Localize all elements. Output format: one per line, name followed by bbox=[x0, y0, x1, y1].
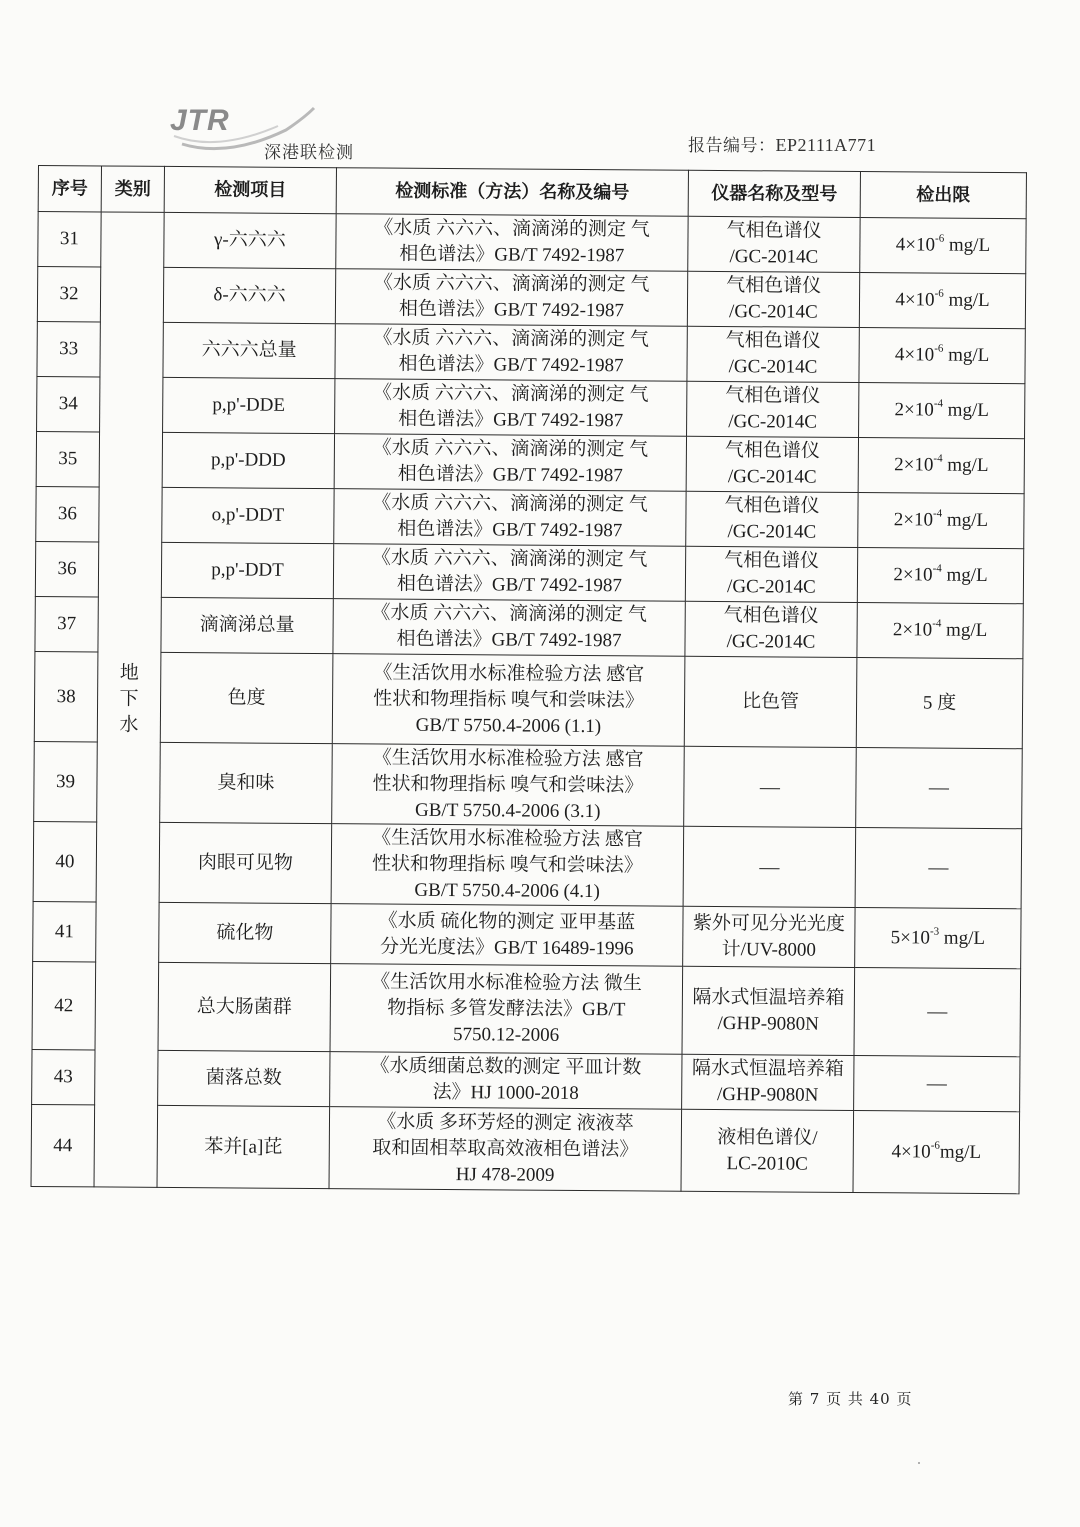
category-char: 下 bbox=[119, 688, 139, 710]
standard-line: 《生活饮用水标准检验方法 感官 bbox=[372, 826, 644, 850]
report-number bbox=[688, 131, 876, 156]
detection-limit bbox=[859, 383, 1025, 439]
instrument bbox=[683, 826, 856, 907]
standard-line: 相色谱法》GB/T 7492-1987 bbox=[397, 518, 623, 542]
standard-line: 《水质 硫化物的测定 亚甲基蓝 bbox=[378, 910, 636, 933]
row-number: 42 bbox=[32, 961, 96, 1049]
row-number: 37 bbox=[35, 596, 98, 651]
standard-line: 相色谱法》GB/T 7492-1987 bbox=[399, 243, 625, 267]
report-number-value: EP2111A771 bbox=[775, 135, 877, 155]
test-item: γ-六六六 bbox=[164, 212, 336, 268]
standard-line: 分光光度法》GB/T 16489-1996 bbox=[379, 936, 634, 959]
standard-line: GB/T 5750.4-2006 (4.1) bbox=[414, 879, 600, 902]
row-number: 39 bbox=[34, 741, 98, 821]
test-standard bbox=[331, 904, 683, 967]
instrument bbox=[687, 326, 859, 382]
instrument-line: 气相色谱仪 bbox=[724, 440, 820, 462]
instrument-line: /GC-2014C bbox=[727, 521, 817, 543]
row-number: 36 bbox=[36, 486, 99, 541]
limit-unit: mg/L bbox=[939, 1141, 982, 1163]
instrument-line: 隔水式恒温培养箱 bbox=[691, 1057, 844, 1080]
detection-limit bbox=[853, 1111, 1020, 1194]
standard-line: 相色谱法》GB/T 7492-1987 bbox=[398, 353, 624, 377]
header-category: 类别 bbox=[101, 166, 164, 212]
instrument bbox=[684, 746, 857, 827]
limit-text: — bbox=[927, 1000, 948, 1023]
detection-limit bbox=[854, 968, 1021, 1057]
instrument-line: /GC-2014C bbox=[729, 301, 818, 323]
standard-line: 法》HJ 1000-2018 bbox=[432, 1081, 579, 1104]
category-char: 水 bbox=[119, 714, 139, 736]
table-row bbox=[33, 821, 1022, 908]
standard-line: 相色谱法》GB/T 7492-1987 bbox=[398, 298, 625, 322]
standard-line: 性状和物理指标 嗅气和尝味法》 bbox=[373, 687, 645, 711]
limit-base: 4×10 bbox=[894, 344, 935, 366]
instrument-line: — bbox=[759, 775, 781, 798]
row-number: 31 bbox=[38, 212, 101, 267]
standard-line: 《水质 六六六、滴滴涕的测定 气 bbox=[373, 327, 650, 351]
limit-unit: mg/L bbox=[943, 289, 990, 311]
standard-line: 取和固相萃取高效液相色谱法》 bbox=[372, 1136, 639, 1160]
detection-limit bbox=[857, 548, 1023, 604]
instrument bbox=[685, 546, 857, 602]
table-row bbox=[34, 651, 1023, 748]
limit-exponent: -4 bbox=[932, 617, 942, 630]
standard-line: 相色谱法》GB/T 7492-1987 bbox=[398, 408, 624, 432]
limit-unit: mg/L bbox=[942, 509, 989, 531]
category-char: 地 bbox=[119, 662, 139, 684]
limit-exponent: -4 bbox=[933, 452, 943, 465]
test-standard bbox=[334, 434, 686, 492]
test-item: 滴滴涕总量 bbox=[161, 597, 333, 653]
table-row bbox=[32, 961, 1021, 1056]
company-logo bbox=[168, 92, 368, 162]
test-items-table bbox=[31, 165, 1027, 1194]
instrument-line: 紫外可见分光光度 bbox=[692, 912, 846, 935]
instrument-line: LC-2010C bbox=[726, 1152, 808, 1175]
detection-limit bbox=[858, 438, 1024, 494]
instrument bbox=[682, 966, 855, 1055]
instrument-line: 气相色谱仪 bbox=[726, 275, 822, 297]
standard-line: 《生活饮用水标准检验方法 感官 bbox=[373, 661, 645, 685]
standard-line: 性状和物理指标 嗅气和尝味法》 bbox=[372, 772, 644, 796]
instrument bbox=[686, 436, 858, 492]
header-standard: 检测标准（方法）名称及编号 bbox=[336, 168, 688, 217]
standard-line: 《水质 六六六、滴滴涕的测定 气 bbox=[372, 437, 649, 461]
instrument bbox=[682, 1054, 854, 1110]
table-row bbox=[32, 1049, 1020, 1111]
instrument-line: 隔水式恒温培养箱 bbox=[692, 986, 845, 1009]
report-number-label: 报告编号： bbox=[688, 136, 776, 156]
limit-base: 4×10 bbox=[891, 1140, 931, 1163]
limit-exponent: -6 bbox=[935, 232, 945, 245]
test-item: 六六六总量 bbox=[163, 322, 335, 378]
company-name: 深港联检测 bbox=[264, 143, 354, 163]
instrument bbox=[684, 656, 857, 747]
table-row bbox=[36, 486, 1024, 548]
detection-limit bbox=[855, 828, 1022, 909]
table-row bbox=[35, 541, 1023, 603]
limit-text: — bbox=[928, 856, 949, 879]
test-item: δ-六六六 bbox=[163, 267, 335, 323]
standard-line: 《水质 六六六、滴滴涕的测定 气 bbox=[373, 272, 650, 296]
detection-limit bbox=[858, 493, 1024, 549]
instrument-line: /GHP-9080N bbox=[717, 1012, 819, 1035]
test-standard bbox=[336, 214, 688, 272]
limit-exponent: -6 bbox=[930, 1139, 940, 1152]
limit-exponent: -6 bbox=[934, 342, 944, 355]
category-cell bbox=[94, 212, 164, 1187]
row-number: 38 bbox=[34, 651, 98, 741]
standard-line: 5750.12-2006 bbox=[453, 1023, 560, 1046]
row-number: 34 bbox=[37, 376, 100, 431]
standard-line: HJ 478-2009 bbox=[455, 1163, 555, 1186]
detection-limit bbox=[854, 1056, 1020, 1112]
test-item: 硫化物 bbox=[159, 902, 331, 963]
detection-limit bbox=[856, 658, 1023, 749]
standard-line: 《水质细菌总数的测定 平皿计数 bbox=[370, 1055, 642, 1079]
header-no: 序号 bbox=[38, 166, 101, 212]
standard-line: 相色谱法》GB/T 7492-1987 bbox=[396, 573, 623, 597]
table-row bbox=[37, 321, 1025, 383]
test-standard bbox=[332, 744, 685, 827]
header-limit: 检出限 bbox=[860, 172, 1026, 219]
instrument-line: 比色管 bbox=[741, 690, 800, 713]
table-row bbox=[36, 431, 1024, 493]
instrument-line: 气相色谱仪 bbox=[725, 385, 821, 407]
standard-line: 《水质 六六六、滴滴涕的测定 气 bbox=[371, 547, 648, 571]
limit-text: — bbox=[926, 1072, 947, 1095]
standard-line: 《生活饮用水标准检验方法 微生 bbox=[371, 970, 642, 994]
standard-line: 相色谱法》GB/T 7492-1987 bbox=[396, 628, 622, 652]
test-item: o,p'-DDT bbox=[162, 487, 334, 543]
test-item: 臭和味 bbox=[160, 742, 333, 823]
detection-limit bbox=[855, 908, 1021, 969]
instrument-line: /GC-2014C bbox=[727, 466, 817, 488]
standard-line: 《水质 六六六、滴滴涕的测定 气 bbox=[371, 602, 648, 626]
test-standard bbox=[332, 654, 685, 747]
instrument bbox=[687, 381, 859, 437]
limit-base: 2×10 bbox=[893, 509, 934, 531]
limit-text: — bbox=[928, 776, 950, 799]
limit-text: 5 度 bbox=[922, 692, 957, 714]
test-item: 菌落总数 bbox=[158, 1050, 330, 1106]
instrument-line: 液相色谱仪/ bbox=[717, 1126, 818, 1149]
instrument-line: /GC-2014C bbox=[726, 631, 816, 653]
standard-line: GB/T 5750.4-2006 (1.1) bbox=[415, 714, 602, 737]
limit-base: 2×10 bbox=[894, 454, 934, 476]
limit-base: 2×10 bbox=[893, 564, 933, 586]
row-number: 43 bbox=[32, 1049, 95, 1104]
row-number: 40 bbox=[33, 821, 97, 901]
table-row bbox=[34, 741, 1023, 828]
instrument-line: 气相色谱仪 bbox=[725, 330, 821, 352]
limit-base: 4×10 bbox=[895, 289, 935, 311]
standard-line: 《水质 多环芳烃的测定 液液萃 bbox=[377, 1111, 634, 1134]
page-number: 第 7 页 共 40 页 bbox=[788, 1390, 913, 1408]
row-number: 41 bbox=[33, 901, 96, 961]
standard-line: 性状和物理指标 嗅气和尝味法》 bbox=[371, 852, 643, 876]
header-instrument: 仪器名称及型号 bbox=[688, 170, 860, 217]
test-item: 苯并[a]芘 bbox=[157, 1105, 330, 1188]
limit-base: 5×10 bbox=[890, 926, 931, 949]
instrument-line: 气相色谱仪 bbox=[724, 550, 820, 572]
standard-line: 《水质 六六六、滴滴涕的测定 气 bbox=[372, 382, 649, 406]
test-item: 总大肠菌群 bbox=[158, 962, 331, 1051]
test-standard bbox=[334, 489, 686, 547]
test-standard bbox=[330, 1052, 682, 1110]
limit-exponent: -3 bbox=[929, 925, 940, 938]
test-item: p,p'-DDD bbox=[162, 432, 334, 488]
table-header-row bbox=[38, 166, 1026, 219]
instrument-line: /GC-2014C bbox=[727, 576, 816, 598]
test-standard bbox=[335, 379, 687, 437]
standard-line: 《水质 六六六、滴滴涕的测定 气 bbox=[372, 492, 648, 516]
scan-speck bbox=[918, 1462, 920, 1464]
limit-unit: mg/L bbox=[943, 344, 990, 366]
test-standard bbox=[333, 544, 685, 602]
svg-text:JTR: JTR bbox=[170, 104, 230, 137]
instrument bbox=[681, 1109, 854, 1192]
limit-base: 2×10 bbox=[894, 399, 934, 421]
standard-line: GB/T 5750.4-2006 (3.1) bbox=[414, 799, 601, 822]
instrument-line: /GC-2014C bbox=[729, 246, 819, 268]
instrument-line: 气相色谱仪 bbox=[723, 605, 819, 627]
test-standard bbox=[330, 964, 683, 1055]
test-standard bbox=[335, 269, 687, 327]
standard-line: 《生活饮用水标准检验方法 感官 bbox=[372, 746, 644, 770]
row-number: 36 bbox=[35, 541, 98, 596]
limit-unit: mg/L bbox=[942, 399, 989, 421]
instrument-line: 气相色谱仪 bbox=[724, 495, 820, 517]
detection-limit bbox=[859, 273, 1025, 329]
instrument-line: 计/UV-8000 bbox=[721, 938, 817, 961]
table-row bbox=[31, 1104, 1020, 1193]
detection-limit bbox=[860, 218, 1026, 274]
test-standard bbox=[333, 599, 685, 657]
standard-line: 物指标 多管发酵法法》GB/T bbox=[387, 997, 626, 1020]
test-standard bbox=[329, 1107, 682, 1192]
test-item: p,p'-DDE bbox=[163, 377, 335, 433]
table-row bbox=[37, 376, 1025, 438]
limit-unit: mg/L bbox=[944, 234, 991, 256]
standard-line: 相色谱法》GB/T 7492-1987 bbox=[397, 463, 623, 487]
row-number: 32 bbox=[37, 267, 100, 322]
test-item: p,p'-DDT bbox=[161, 542, 333, 598]
table-row bbox=[35, 596, 1023, 658]
table-row bbox=[33, 901, 1021, 968]
limit-exponent: -4 bbox=[932, 507, 943, 520]
limit-unit: mg/L bbox=[941, 619, 988, 641]
test-standard bbox=[335, 324, 687, 382]
test-item: 色度 bbox=[160, 652, 333, 743]
table-row bbox=[38, 212, 1026, 274]
limit-unit: mg/L bbox=[941, 564, 988, 586]
instrument bbox=[687, 271, 859, 327]
test-standard bbox=[331, 824, 684, 907]
limit-unit: mg/L bbox=[939, 927, 986, 949]
standard-line: 《水质 六六六、滴滴涕的测定 气 bbox=[374, 217, 650, 241]
limit-exponent: -4 bbox=[933, 397, 944, 410]
instrument bbox=[686, 491, 858, 547]
instrument-line: /GHP-9080N bbox=[716, 1084, 819, 1106]
instrument bbox=[688, 216, 860, 272]
instrument-line: /GC-2014C bbox=[728, 356, 818, 378]
limit-base: 4×10 bbox=[895, 234, 936, 256]
detection-limit bbox=[859, 328, 1025, 384]
limit-exponent: -4 bbox=[932, 562, 942, 575]
row-number: 44 bbox=[31, 1104, 95, 1186]
limit-exponent: -6 bbox=[934, 287, 944, 300]
detection-limit bbox=[856, 748, 1023, 829]
instrument-line: — bbox=[759, 855, 780, 878]
instrument-line: 气相色谱仪 bbox=[726, 220, 822, 242]
limit-unit: mg/L bbox=[942, 454, 989, 476]
limit-base: 2×10 bbox=[892, 619, 933, 641]
instrument-line: /GC-2014C bbox=[728, 411, 818, 433]
row-number: 33 bbox=[37, 321, 100, 376]
detection-limit bbox=[857, 603, 1023, 659]
header-item: 检测项目 bbox=[164, 166, 336, 213]
test-item: 肉眼可见物 bbox=[159, 822, 332, 903]
table-row bbox=[37, 267, 1025, 329]
instrument bbox=[683, 906, 855, 967]
instrument bbox=[685, 601, 857, 657]
row-number: 35 bbox=[36, 431, 99, 486]
